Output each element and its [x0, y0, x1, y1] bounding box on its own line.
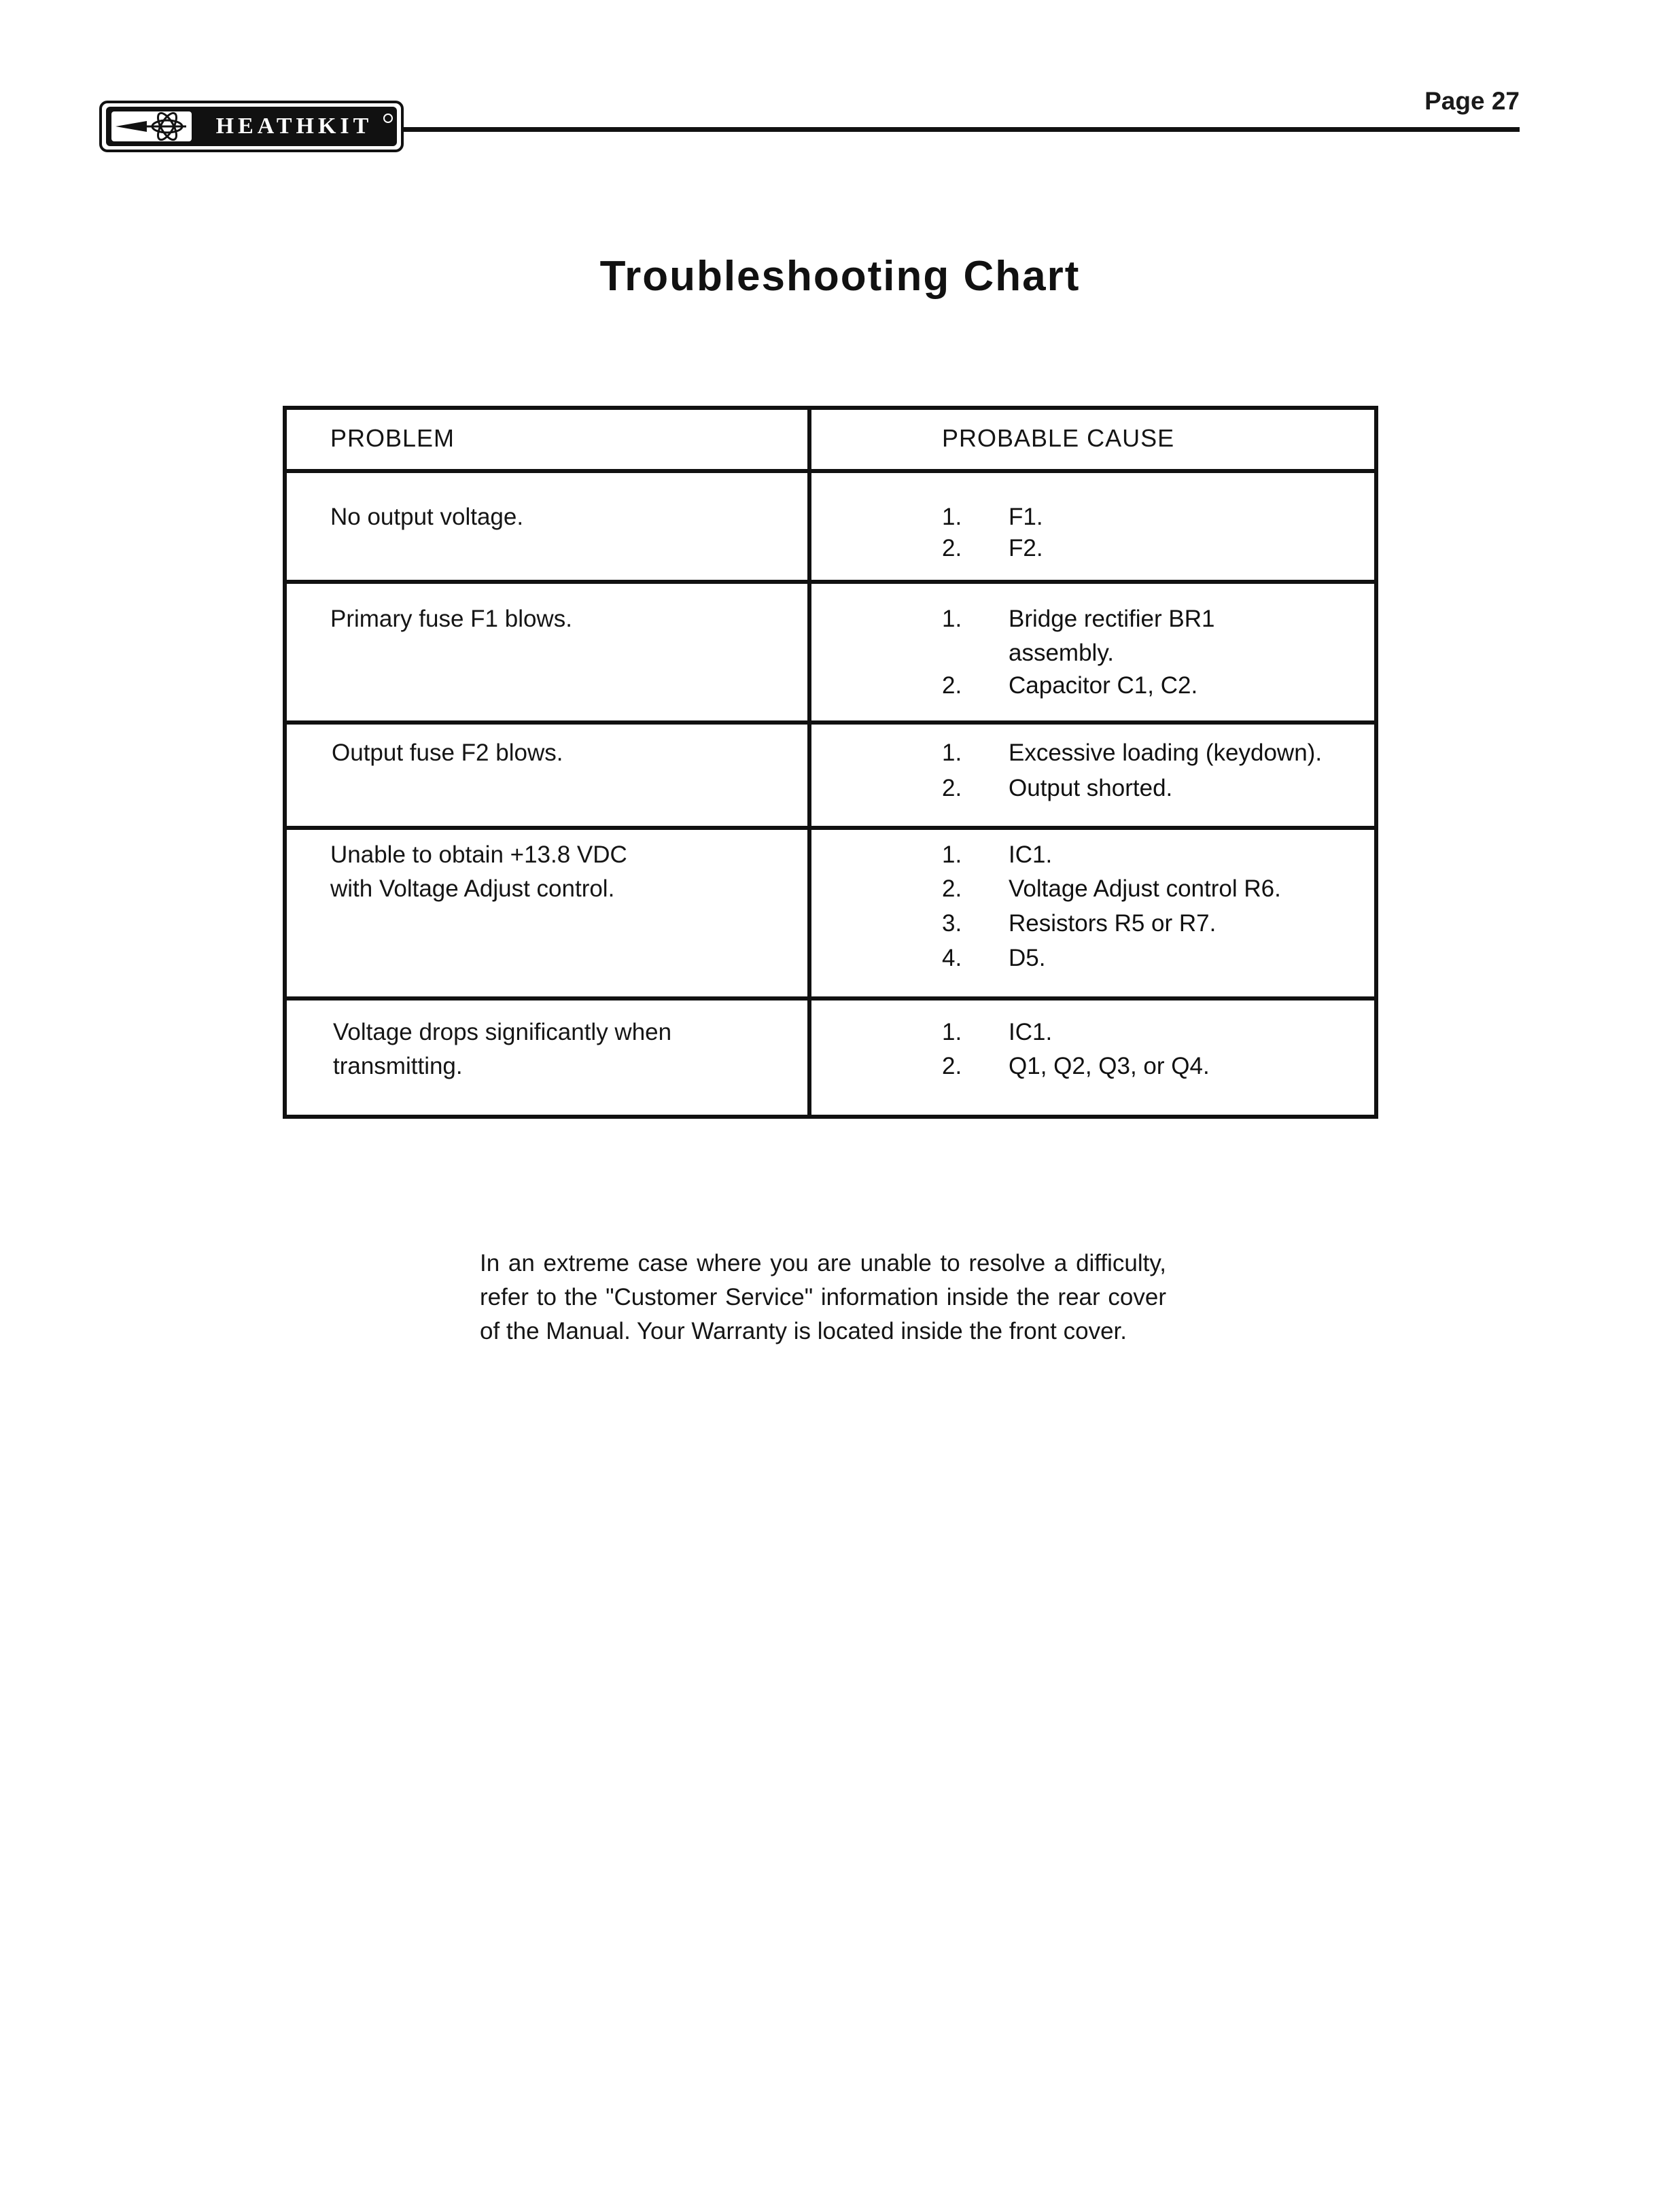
header-row-rule	[287, 469, 1374, 473]
cause-item	[942, 1049, 1472, 1083]
cause-item	[942, 532, 1472, 566]
cause-list	[942, 838, 1363, 981]
cause-item	[942, 771, 1472, 805]
cause-text: Voltage Adjust control R6.	[1009, 875, 1281, 902]
problem-text: Voltage drops significantly when	[333, 1019, 672, 1045]
column-divider	[807, 410, 811, 1115]
cause-item	[942, 872, 1472, 906]
cause-list	[942, 1015, 1363, 1083]
cause-list	[942, 736, 1363, 804]
header-rule	[402, 127, 1520, 132]
cause-text: Output shorted.	[1009, 775, 1173, 801]
row-rule	[287, 580, 1374, 584]
row-rule	[287, 996, 1374, 1001]
problem-text: No output voltage.	[330, 504, 524, 530]
cause-number: 1.	[942, 1019, 962, 1045]
cause-text: IC1.	[1009, 841, 1053, 868]
cause-number: 2.	[942, 535, 962, 561]
cause-item	[942, 838, 1472, 872]
cause-number: 1.	[942, 841, 962, 868]
cause-text: F2.	[1009, 535, 1043, 561]
cause-text: Resistors R5 or R7.	[1009, 910, 1217, 937]
cause-item	[942, 941, 1472, 975]
row-rule	[287, 826, 1374, 830]
cause-text: Bridge rectifier BR1 assembly.	[1009, 606, 1215, 666]
page-number: Page 27	[1424, 87, 1520, 115]
cause-number: 1.	[942, 740, 962, 766]
page-title: Troubleshooting Chart	[599, 253, 1081, 300]
problem-text: with Voltage Adjust control.	[330, 875, 615, 902]
problem-text: transmitting.	[333, 1053, 463, 1079]
cause-text: Excessive loading (keydown).	[1009, 740, 1323, 766]
cause-number: 2.	[942, 775, 962, 801]
problem-text: Unable to obtain +13.8 VDC	[330, 841, 627, 868]
cause-item	[942, 500, 1472, 534]
cause-list	[942, 602, 1363, 704]
problem-text: Output fuse F2 blows.	[332, 740, 563, 766]
cause-item	[942, 907, 1472, 941]
problem-text: Primary fuse F1 blows.	[330, 606, 572, 632]
customer-service-note: In an extreme case where you are unable to resolve a difficulty, refer to the "Customer Service" information inside the rear cover of the Manual. Your Warranty is located inside the front cover.	[480, 1250, 1166, 1344]
brand-name: HEATHKIT	[215, 114, 373, 139]
cause-number: 3.	[942, 910, 962, 937]
cause-number: 4.	[942, 945, 962, 971]
cause-number: 2.	[942, 1053, 962, 1079]
cause-item	[942, 1015, 1472, 1049]
cause-item	[942, 736, 1472, 770]
cause-text: D5.	[1009, 945, 1046, 971]
cause-text: Q1, Q2, Q3, or Q4.	[1009, 1053, 1210, 1079]
cause-number: 2.	[942, 672, 962, 699]
problem-column-header: PROBLEM	[330, 424, 455, 452]
cause-column-header: PROBABLE CAUSE	[942, 424, 1175, 452]
cause-text: IC1.	[1009, 1019, 1053, 1045]
heathkit-logo	[99, 99, 404, 154]
cause-number: 2.	[942, 875, 962, 902]
cause-text: F1.	[1009, 504, 1043, 530]
cause-number: 1.	[942, 606, 962, 632]
cause-item	[942, 602, 1472, 669]
cause-number: 1.	[942, 504, 962, 530]
cause-item	[942, 669, 1472, 703]
cause-text: Capacitor C1, C2.	[1009, 672, 1198, 699]
row-rule	[287, 720, 1374, 725]
troubleshooting-table	[283, 406, 1378, 1119]
cause-list	[942, 500, 1363, 568]
